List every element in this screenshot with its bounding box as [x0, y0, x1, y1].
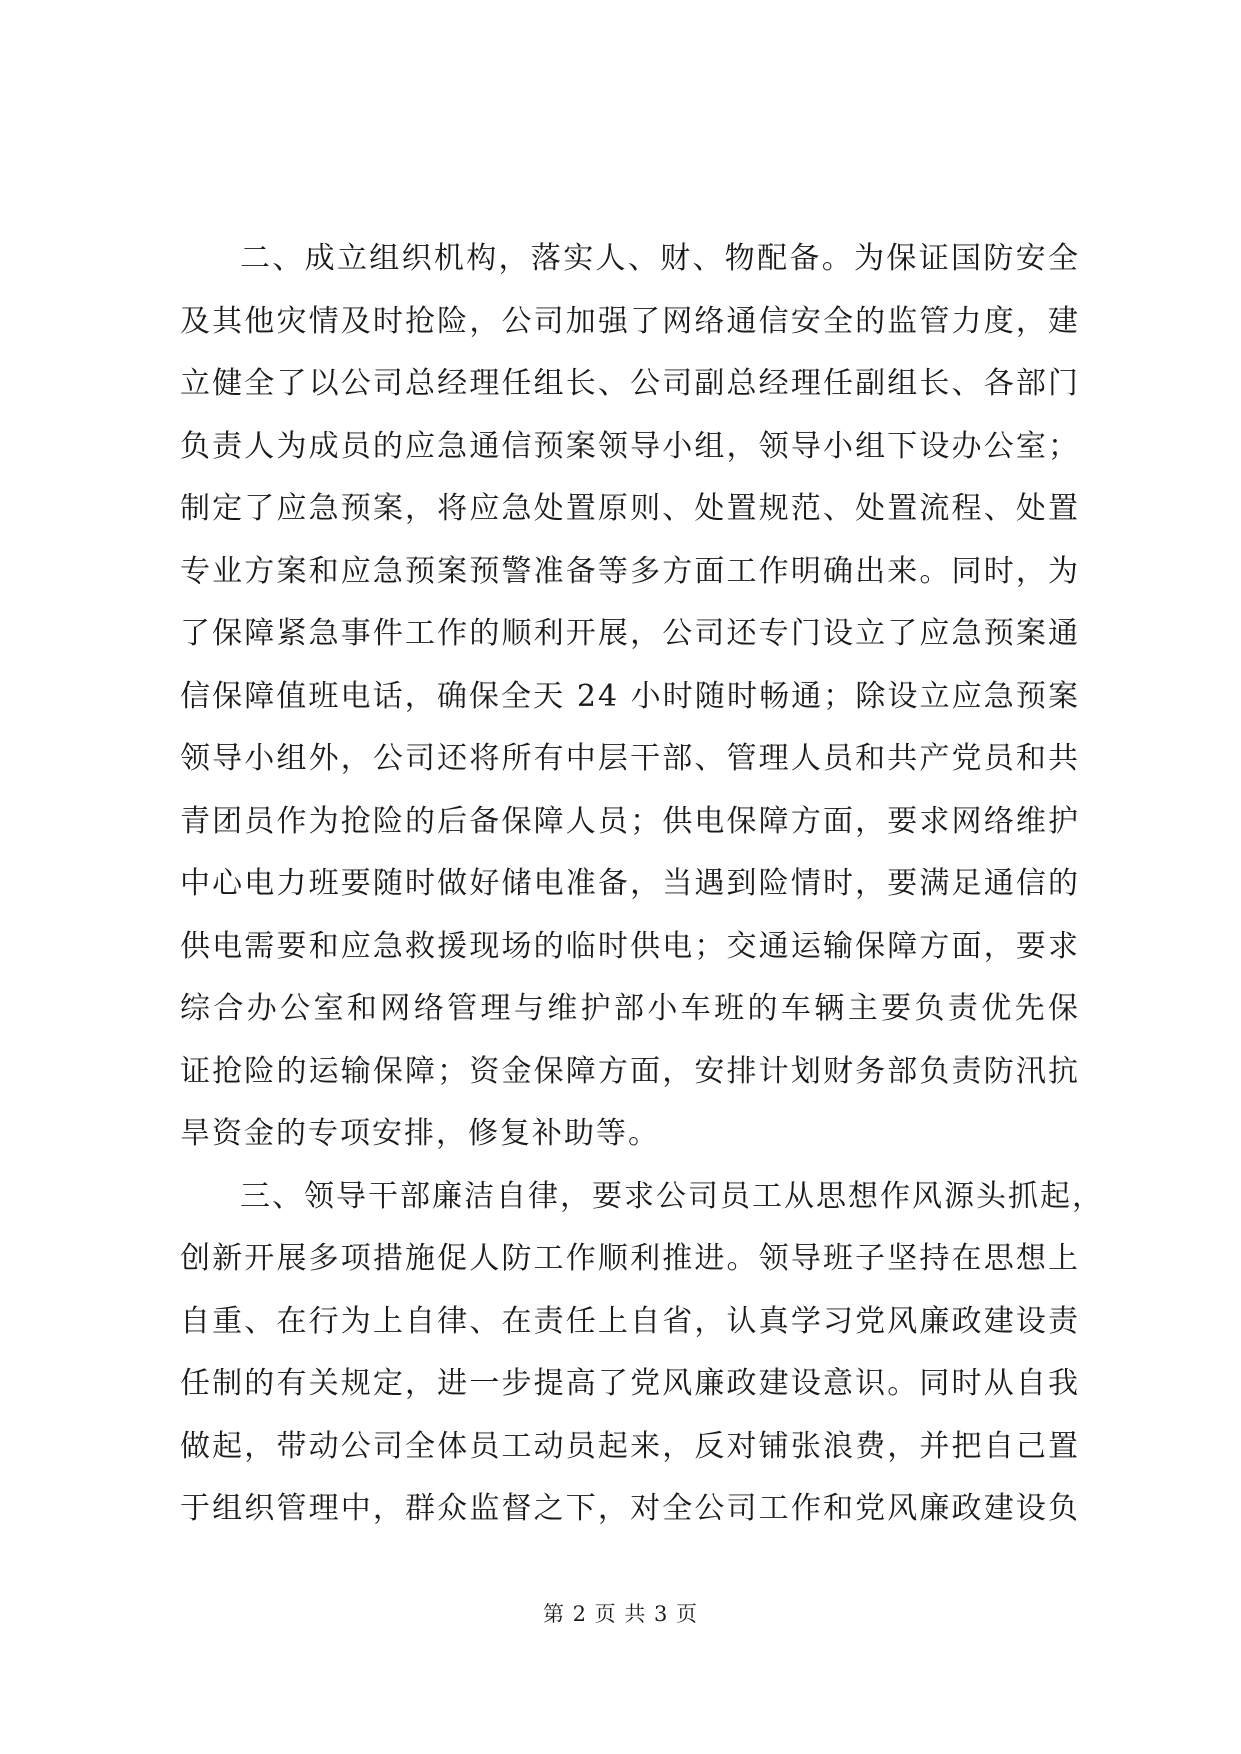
text-line: 信保障值班电话，确保全天 24 小时随时畅通；除设立应急预案 [180, 678, 1080, 714]
text-line: 任制的有关规定，进一步提高了党风廉政建设意识。同时从自我 [180, 1366, 1080, 1401]
page-footer: 第 2 页 共 3 页 [542, 1602, 699, 1626]
text-line: 青团员作为抢险的后备保障人员；供电保障方面，要求网络维护 [180, 803, 1080, 839]
text-line: 领导小组外，公司还将所有中层干部、管理人员和共产党员和共 [180, 741, 1080, 776]
text-line: 自重、在行为上自律、在责任上自省，认真学习党风廉政建设责 [180, 1303, 1080, 1339]
text-line: 三、领导干部廉洁自律，要求公司员工从思想作风源头抓起， [240, 1178, 1104, 1214]
text-line: 专业方案和应急预案预警准备等多方面工作明确出来。同时，为 [180, 553, 1080, 589]
text-line: 负责人为成员的应急通信预案领导小组，领导小组下设办公室； [180, 428, 1080, 464]
text-line: 证抢险的运输保障；资金保障方面，安排计划财务部负责防汛抗 [180, 1053, 1080, 1089]
text-line: 做起，带动公司全体员工动员起来，反对铺张浪费，并把自己置 [180, 1428, 1080, 1464]
text-line: 二、成立组织机构，落实人、财、物配备。为保证国防安全 [240, 241, 1080, 276]
text-line: 制定了应急预案，将应急处置原则、处置规范、处置流程、处置 [180, 491, 1080, 526]
text-line: 旱资金的专项安排，修复补助等。 [180, 1116, 660, 1151]
text-line: 了保障紧急事件工作的顺利开展，公司还专门设立了应急预案通 [180, 616, 1080, 651]
text-line: 综合办公室和网络管理与维护部小车班的车辆主要负责优先保 [180, 991, 1080, 1026]
document-body [180, 228, 1104, 1541]
text-line: 于组织管理中，群众监督之下，对全公司工作和党风廉政建设负 [180, 1491, 1080, 1526]
text-line: 创新开展多项措施促人防工作顺利推进。领导班子坚持在思想上 [180, 1241, 1080, 1276]
text-line: 及其他灾情及时抢险，公司加强了网络通信安全的监管力度，建 [180, 303, 1080, 339]
text-line: 供电需要和应急救援现场的临时供电；交通运输保障方面，要求 [180, 928, 1080, 964]
text-line: 中心电力班要随时做好储电准备，当遇到险情时，要满足通信的 [180, 866, 1080, 901]
text-line: 立健全了以公司总经理任组长、公司副总经理任副组长、各部门 [180, 366, 1080, 401]
